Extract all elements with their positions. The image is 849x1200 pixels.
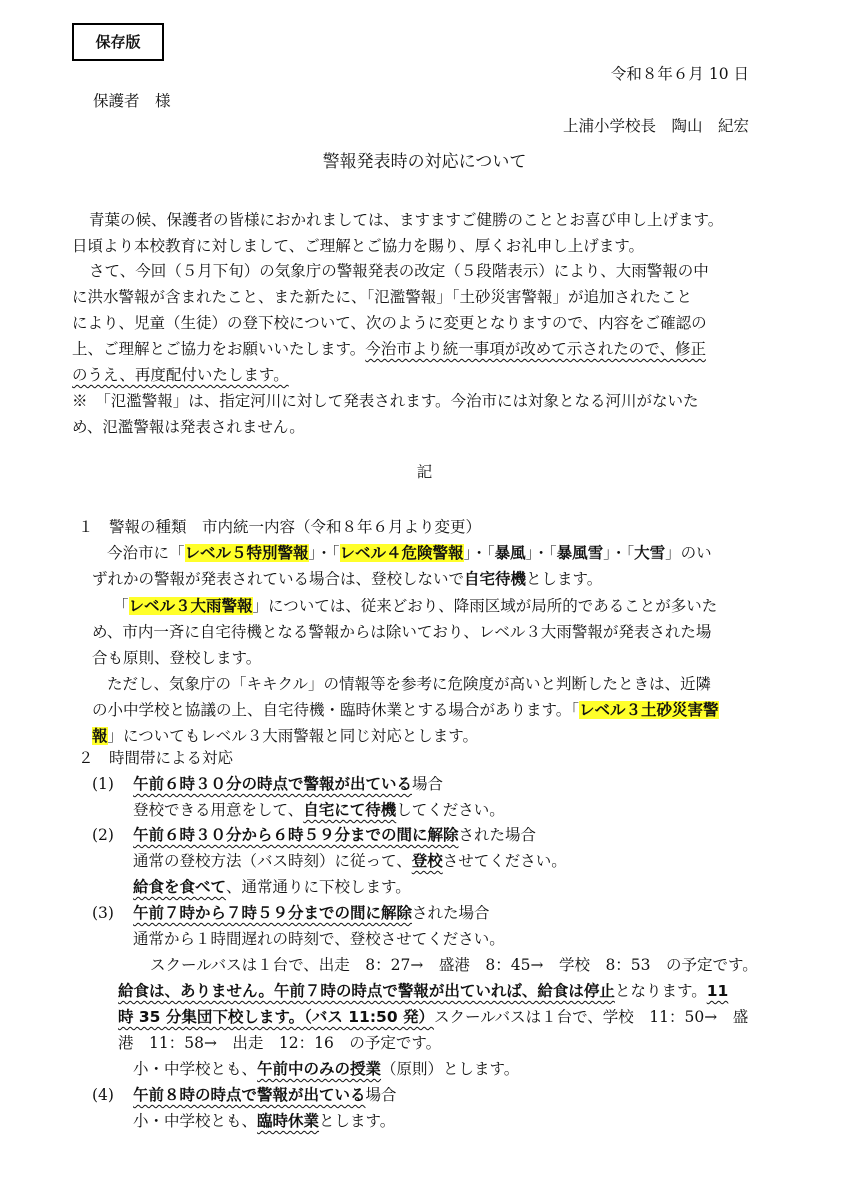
item-number: (2) xyxy=(92,826,114,844)
attend-school: 登校 xyxy=(411,852,443,870)
text: ずれかの警報が発表されている場合は、登校しないで xyxy=(92,570,465,588)
document-title: 警報発表時の対応について xyxy=(322,152,527,172)
note-line: め、氾濫警報は発表されません。 xyxy=(72,418,305,436)
text: 」についてもレベル３大雨警報と同じ対応とします。 xyxy=(107,727,478,745)
section-1-line: 合も原則、登校します。 xyxy=(92,649,262,667)
item-line xyxy=(133,1056,519,1082)
text: とします。 xyxy=(319,1112,396,1130)
text: 」・「 xyxy=(308,544,340,562)
text: 小・中学校とも、 xyxy=(133,1112,258,1130)
home-standby: 自宅にて待機 xyxy=(303,801,397,819)
item-line xyxy=(118,978,728,1004)
text: の小中学校と協議の上、自宅待機・臨時休業とする場合があります。「 xyxy=(92,701,580,719)
intro-line: さて、今回（５月下旬）の気象庁の警報発表の改定（５段階表示）により、大雨警報の中 xyxy=(89,262,709,280)
highlight-level5: レベル５特別警報 xyxy=(184,544,309,562)
revision-note: のうえ、再度配付いたします。 xyxy=(72,366,289,384)
text: 」については、従来どおり、降雨区域が局所的であることが多いた xyxy=(252,597,718,615)
intro-line: 青葉の候、保護者の皆様におかれましては、ますますご健勝のこととお喜び申し上げます。 xyxy=(89,211,724,229)
item-heading xyxy=(133,771,443,797)
bold-storm: 暴風 xyxy=(494,544,526,562)
eat-lunch: 給食を食べて xyxy=(133,878,227,896)
text: させてください。 xyxy=(442,852,567,870)
item-line xyxy=(133,848,567,874)
intro-line: に洪水警報が含まれたこと、また新たに、「氾濫警報」「土砂災害警報」が追加されたこと xyxy=(72,288,693,306)
text: 」のい xyxy=(665,544,712,562)
item-line xyxy=(133,1108,395,1134)
section-2-heading: ２ 時間帯による対応 xyxy=(78,749,234,767)
item-line: 港 11：58→ 出走 12：16 の予定です。 xyxy=(118,1034,442,1052)
item-line xyxy=(133,797,505,823)
text: 」・「 xyxy=(603,544,635,562)
dismissal-time: 時 35 分集団下校します。（バス 11:50 発） xyxy=(118,1008,435,1026)
ki-heading: 記 xyxy=(416,463,433,481)
sender: 上浦小学校長 陶山 紀宏 xyxy=(562,117,749,135)
highlight-level3-landslide: レベル３土砂災害警 xyxy=(579,701,719,719)
archive-badge: 保存版 xyxy=(72,23,164,61)
text: となります。 xyxy=(614,982,707,1000)
item-number: (1) xyxy=(92,775,114,793)
section-1-line: め、市内一斉に自宅待機となる警報からは除いており、レベル３大雨警報が発表された場 xyxy=(92,623,712,641)
text: 登校できる用意をして、 xyxy=(133,801,304,819)
text: 」・「 xyxy=(463,544,495,562)
text: された場合 xyxy=(458,826,537,844)
morning-only-classes: 午前中のみの授業 xyxy=(257,1060,382,1078)
text: とします。 xyxy=(526,570,603,588)
item-line: スクールバスは１台で、出走 8：27→ 盛港 8：45→ 学校 8：53 の予定です。 xyxy=(150,956,758,974)
item-heading xyxy=(133,822,536,848)
text: 、通常通りに下校します。 xyxy=(226,878,411,896)
temporary-closure: 臨時休業 xyxy=(257,1112,320,1130)
text: 小・中学校とも、 xyxy=(133,1060,258,1078)
item-condition: 午前７時から７時５９分までの間に解除 xyxy=(133,904,413,922)
item-condition: 午前６時３０分から６時５９分までの間に解除 xyxy=(133,826,459,844)
no-lunch-note: 給食は、ありません。午前７時の時点で警報が出ていれば、給食は停止 xyxy=(118,982,615,1000)
highlight-level3-landslide: 報 xyxy=(92,727,108,745)
text: 」・「 xyxy=(525,544,557,562)
revision-note: 今治市より統一事項が改めて示されたので、修正 xyxy=(365,340,706,358)
dismissal-time: 11 xyxy=(706,982,729,1000)
item-line xyxy=(118,1004,748,1030)
text: された場合 xyxy=(412,904,490,922)
item-line: 通常から１時間遅れの時刻で、登校させてください。 xyxy=(133,930,505,948)
item-heading xyxy=(133,900,490,926)
intro-line xyxy=(72,362,289,388)
highlight-level3-rain: レベル３大雨警報 xyxy=(128,597,253,615)
note-line: ※ 「氾濫警報」は、指定河川に対して発表されます。今治市には対象となる河川がないた xyxy=(72,392,699,410)
intro-line: により、児童（生徒）の登下校について、次のように変更となりますので、内容をご確認の xyxy=(72,314,707,332)
item-number: (3) xyxy=(92,904,114,922)
item-condition: 午前６時３０分の時点で警報が出ている xyxy=(133,775,413,793)
addressee: 保護者 様 xyxy=(93,92,171,110)
section-1-line xyxy=(92,566,602,592)
section-1-line xyxy=(107,540,712,566)
item-line xyxy=(133,874,411,900)
text: 場合 xyxy=(412,775,444,793)
text: 通常の登校方法（バス時刻）に従って、 xyxy=(133,852,412,870)
text: 今治市に「 xyxy=(107,544,185,562)
intro-line: 日頃より本校教育に対しまして、ご理解とご協力を賜り、厚くお礼申し上げます。 xyxy=(72,237,644,255)
text: （原則）とします。 xyxy=(381,1060,520,1078)
bold-heavy-snow: 大雪 xyxy=(634,544,666,562)
item-heading xyxy=(133,1082,397,1108)
item-number: (4) xyxy=(92,1086,114,1104)
item-condition: 午前８時の時点で警報が出ている xyxy=(133,1086,366,1104)
bold-home-standby: 自宅待機 xyxy=(464,570,527,588)
text: 場合 xyxy=(365,1086,397,1104)
section-1-heading: １ 警報の種類 市内統一内容（令和８年６月より変更） xyxy=(78,518,482,536)
intro-line xyxy=(72,336,706,362)
text: スクールバスは１台で、学校 11：50→ 盛 xyxy=(434,1008,749,1026)
bold-snowstorm: 暴風雪 xyxy=(556,544,604,562)
issue-date: 令和８年６月 10 日 xyxy=(610,65,749,83)
section-1-line xyxy=(92,697,719,723)
text: してください。 xyxy=(396,801,505,819)
intro-text: 上、ご理解とご協力をお願いいたします。 xyxy=(72,340,366,358)
section-1-line: ただし、気象庁の「キキクル」の情報等を参考に危険度が高いと判断したときは、近隣 xyxy=(107,675,712,693)
text: 「 xyxy=(113,597,129,615)
section-1-line xyxy=(113,593,717,619)
highlight-level4: レベル４危険警報 xyxy=(339,544,464,562)
